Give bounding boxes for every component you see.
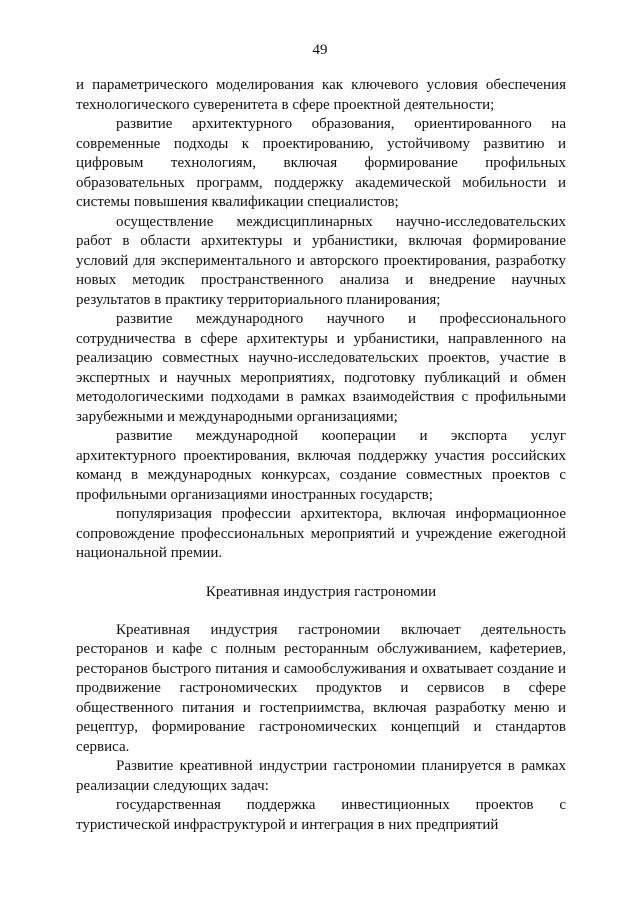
- paragraph-continuation: и параметрического моделирования как ключевого условия обеспечения технологического суверенитета в сфере проектной деятельности;: [76, 77, 566, 113]
- list-item-popularization: популяризация профессии архитектора, включая информационное сопровождение профессиональных мероприятий и учреждение ежегодной национальной премии.: [76, 506, 566, 561]
- list-item-research-works: осуществление междисциплинарных научно-исследовательских работ в области архитектуры и урбанистики, включая формирование условий для экспериментального и авторского проектирования, разработку новых методик пространственного анализа и внедрение научных результатов в практику территориального планирования;: [76, 213, 566, 308]
- list-item-architecture-education: развитие архитектурного образования, ориентированного на современные подходы к проектированию, устойчивому развитию и цифровым технологиям, включая формирование профильных образовательных программ, поддержку академической мобильности и системы повышения квалификации специалистов;: [76, 116, 566, 210]
- paragraph-gastronomy-tasks-intro: Развитие креативной индустрии гастрономии планируется в рамках реализации следующих задач:: [76, 758, 566, 794]
- list-item-international-cooperation: развитие международного научного и профессионального сотрудничества в сфере архитектуры и урбанистики, направленного на реализацию совместных научно-исследовательских проектов, участие в экспертных и научных мероприятиях, подготовку публикаций и обмен методологическими подходами в рамках взаимодействия с профильными зарубежными и международными организациями;: [76, 311, 566, 425]
- page-number: 49: [312, 42, 328, 58]
- list-item-state-support: государственная поддержка инвестиционных проектов с туристической инфраструктурой и интеграция в них предприятий: [76, 797, 566, 833]
- list-item-export-services: развитие международной кооперации и экспорта услуг архитектурного проектирования, включая поддержку участия российских команд в международных конкурсах, создание совместных проектов с профильными организациями иностранных государств;: [76, 428, 566, 503]
- document-body: [76, 76, 566, 835]
- paragraph-gastronomy-definition: Креативная индустрия гастрономии включает деятельность ресторанов и кафе с полным ресторанным обслуживанием, кафетериев, ресторанов быстрого питания и самообслуживания и охватывает создание и продвижение гастрономических продуктов и сервисов в сфере общественного питания и гостеприимства, включая разработку меню и рецептур, формирование гастрономических концепций и стандартов сервиса.: [76, 621, 566, 755]
- section-heading: Креативная индустрия гастрономии: [205, 583, 437, 600]
